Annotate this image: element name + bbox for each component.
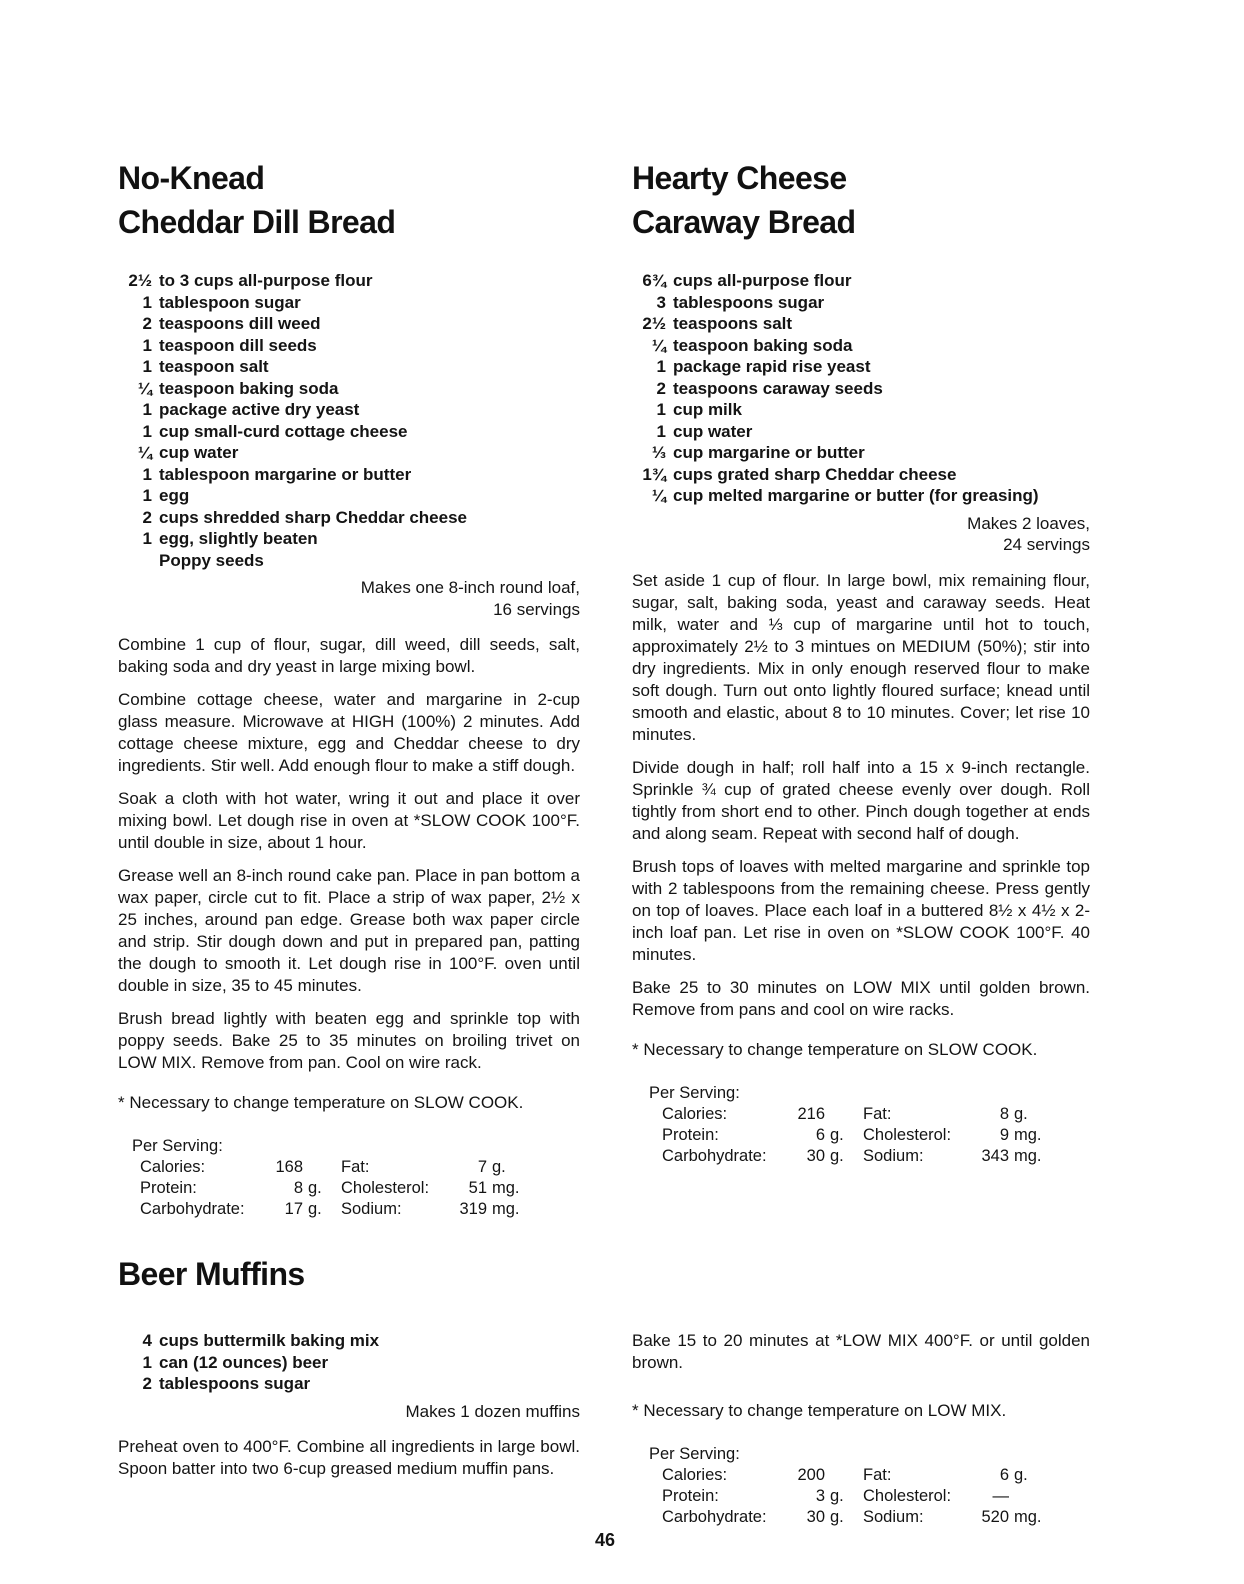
ingredient-row	[118, 528, 580, 550]
ingredient-text: can (12 ounces) beer	[159, 1352, 329, 1372]
nutrition-row	[118, 1157, 580, 1178]
nutrition-row	[632, 1486, 1090, 1507]
instruction-paragraph: Preheat oven to 400°F. Combine all ingredients in large bowl. Spoon batter into two 6-cup greased medium muffin pans.	[118, 1437, 580, 1478]
ingredient-text: tablespoon margarine or butter	[159, 464, 412, 484]
ingredient-text: cup small-curd cottage cheese	[159, 421, 408, 441]
nutrition-label: Fat:	[863, 1466, 892, 1484]
ingredient-qty: 1	[656, 400, 666, 419]
instruction-paragraph: Brush tops of loaves with melted margarine and sprinkle top with 2 tablespoons from the remaining cheese. Press gently on top of loaves. Place each loaf in a buttered 8½ x 4½ x 2-inch loaf pan. Let rise in oven on *SLOW COOK 100°F. 40 minutes.	[632, 856, 1090, 964]
ingredient-text: Poppy seeds	[159, 550, 264, 570]
ingredient-row	[118, 442, 580, 464]
nutrition-label: Calories:	[140, 1158, 206, 1176]
ingredient-text: teaspoons caraway seeds	[673, 378, 883, 398]
nutrition-label: Carbohydrate:	[662, 1508, 767, 1526]
nutrition-unit: mg.	[1014, 1146, 1042, 1165]
ingredient-qty: 1	[142, 1352, 152, 1372]
ingredient-row	[632, 270, 1090, 292]
instruction-paragraph: Grease well an 8-inch round cake pan. Place in pan bottom a wax paper, circle cut to fit. Place a strip of wax paper, 2½ x 25 inches, around pan edge. Grease both wax paper circle and strip. Stir dough down and put in prepared pan, patting the dough to smooth it. Let dough rise in 100°F. oven until double in size, 35 to 45 minutes.	[118, 866, 580, 995]
nutrition-label: Sodium:	[341, 1200, 402, 1218]
ingredient-qty: 1	[142, 486, 152, 505]
ingredient-text: package active dry yeast	[159, 400, 360, 419]
nutrition-value: 3	[815, 1487, 825, 1505]
nutrition-label: Cholesterol:	[863, 1487, 952, 1505]
ingredient-text: teaspoons salt	[673, 314, 793, 333]
ingredient-qty: 1	[656, 357, 666, 376]
nutrition-value: 200	[797, 1466, 825, 1484]
nutrition-value: 520	[981, 1508, 1009, 1526]
nutrition-row	[118, 1178, 580, 1199]
nutrition-unit: g.	[308, 1179, 322, 1197]
ingredient-row	[118, 550, 580, 572]
ingredient-row	[118, 399, 580, 421]
temperature-footnote: * Necessary to change temperature on LOW MIX.	[632, 1401, 1007, 1420]
ingredient-qty: 1	[142, 357, 152, 376]
yield-line: 16 servings	[493, 599, 580, 619]
ingredient-row	[632, 421, 1090, 443]
nutrition-label: Sodium:	[863, 1508, 924, 1526]
instructions	[632, 570, 1090, 1021]
nutrition-label: Carbohydrate:	[662, 1146, 767, 1165]
yield-note	[632, 513, 1090, 556]
nutrition-value: 9	[999, 1125, 1009, 1144]
ingredient-text: tablespoons sugar	[673, 292, 825, 312]
ingredient-row	[118, 1352, 580, 1374]
nutrition-label: Sodium:	[863, 1146, 924, 1165]
nutrition-unit: mg.	[492, 1200, 520, 1218]
nutrition-label: Carbohydrate:	[140, 1200, 245, 1218]
nutrition-label: Cholesterol:	[341, 1179, 430, 1197]
ingredient-qty: 1	[142, 335, 152, 355]
ingredient-qty: 1	[142, 421, 152, 441]
recipe-title	[118, 1252, 580, 1296]
nutrition-heading: Per Serving:	[132, 1137, 223, 1155]
ingredient-text: cups grated sharp Cheddar cheese	[673, 464, 957, 484]
ingredient-qty: 1¾	[642, 464, 666, 484]
instruction-paragraph: Divide dough in half; roll half into a 15 x 9-inch rectangle. Sprinkle ¾ cup of grated cheese evenly over dough. Roll tightly from short end to other. Pinch dough together at ends and along seam. Repeat with second half of dough.	[632, 757, 1090, 843]
nutrition-unit	[303, 1157, 341, 1178]
nutrition-unit: mg.	[1014, 1508, 1042, 1526]
recipe-title-line: No-Knead	[118, 160, 265, 196]
ingredient-text: cups all-purpose flour	[673, 271, 852, 290]
ingredient-text: tablespoons sugar	[159, 1374, 311, 1393]
instruction-paragraph: Bake 15 to 20 minutes at *LOW MIX 400°F. or until golden brown.	[632, 1331, 1090, 1372]
recipe-cheese-caraway-bread	[632, 156, 1090, 1167]
nutrition-table	[118, 1136, 580, 1220]
nutrition-unit: g.	[1014, 1104, 1028, 1123]
ingredient-text: egg	[159, 486, 190, 505]
nutrition-value: 8	[999, 1104, 1009, 1123]
ingredient-row	[118, 507, 580, 529]
ingredient-text: to 3 cups all-purpose flour	[159, 271, 373, 290]
ingredient-text: cup margarine or butter	[673, 443, 865, 462]
nutrition-value: 319	[459, 1200, 487, 1218]
ingredient-row	[118, 313, 580, 335]
nutrition-label: Cholesterol:	[863, 1125, 952, 1144]
instruction-paragraph: Brush bread lightly with beaten egg and sprinkle top with poppy seeds. Bake 25 to 35 minutes on broiling trivet on LOW MIX. Remove from pan. Cool on wire rack.	[118, 1009, 580, 1072]
yield-note	[118, 577, 580, 620]
ingredient-row	[118, 335, 580, 357]
ingredient-row	[632, 356, 1090, 378]
nutrition-label: Protein:	[662, 1125, 719, 1144]
nutrition-unit: mg.	[492, 1179, 520, 1197]
ingredient-row	[632, 313, 1090, 335]
nutrition-unit: g.	[1014, 1466, 1028, 1484]
ingredient-row	[118, 292, 580, 314]
nutrition-unit: g.	[830, 1146, 844, 1165]
ingredient-qty: 6¾	[642, 271, 666, 290]
nutrition-row	[632, 1104, 1090, 1125]
ingredient-qty: 4	[142, 1331, 152, 1350]
ingredient-row	[632, 378, 1090, 400]
ingredient-qty: 1	[142, 464, 152, 484]
nutrition-value: 6	[999, 1466, 1009, 1484]
ingredient-qty: 1	[142, 292, 152, 312]
nutrition-unit	[1009, 1486, 1054, 1507]
instruction-paragraph: Soak a cloth with hot water, wring it out and place it over mixing bowl. Let dough rise in oven at *SLOW COOK 100°F. until double in size, about 1 hour.	[118, 789, 580, 852]
ingredient-text: cup water	[159, 443, 239, 462]
ingredient-qty	[118, 550, 152, 572]
yield-line: Makes 1 dozen muffins	[405, 1401, 580, 1421]
nutrition-value: 168	[275, 1158, 303, 1176]
nutrition-row	[118, 1199, 580, 1220]
nutrition-table	[632, 1083, 1090, 1167]
recipe-title-line: Cheddar Dill Bread	[118, 204, 396, 240]
nutrition-label: Calories:	[662, 1466, 728, 1484]
ingredient-text: egg, slightly beaten	[159, 529, 318, 548]
temperature-footnote: * Necessary to change temperature on SLOW COOK.	[632, 1039, 1038, 1059]
nutrition-value: 6	[815, 1125, 825, 1144]
ingredient-qty: 2	[142, 1374, 152, 1393]
ingredient-text: teaspoon dill seeds	[159, 335, 317, 355]
recipe-title-line: Caraway Bread	[632, 204, 856, 240]
ingredient-qty: 2	[142, 507, 152, 527]
ingredient-list	[632, 270, 1090, 507]
recipe-title	[632, 156, 1090, 244]
ingredient-list	[118, 270, 580, 571]
ingredient-list	[118, 1330, 580, 1395]
temperature-footnote: * Necessary to change temperature on SLOW COOK.	[118, 1093, 524, 1112]
nutrition-unit: mg.	[1014, 1125, 1042, 1144]
instruction-paragraph: Bake 25 to 30 minutes on LOW MIX until golden brown. Remove from pans and cool on wire racks.	[632, 977, 1090, 1019]
nutrition-value: 30	[806, 1508, 825, 1526]
nutrition-unit: g.	[830, 1508, 844, 1526]
nutrition-unit: g.	[830, 1125, 844, 1144]
ingredient-row	[118, 464, 580, 486]
nutrition-row	[632, 1125, 1090, 1146]
instruction-paragraph: Combine cottage cheese, water and margarine in 2-cup glass measure. Microwave at HIGH (100%) 2 minutes. Add cottage cheese mixture, egg and Cheddar cheese to dry ingredients. Stir well. Add enough flour to make a stiff dough.	[118, 690, 580, 775]
nutrition-table	[632, 1444, 1090, 1528]
ingredient-row	[118, 1373, 580, 1395]
ingredient-row	[632, 335, 1090, 357]
ingredient-text: tablespoon sugar	[159, 292, 301, 312]
ingredient-row	[632, 464, 1090, 486]
ingredient-row	[118, 356, 580, 378]
instruction-paragraph: Set aside 1 cup of flour. In large bowl, mix remaining flour, sugar, salt, baking soda, yeast and caraway seeds. Heat milk, water and ⅓ cup of margarine until hot to touch, approximately 2½ to 3 mintues on MEDIUM (50%); stir into dry ingredients. Mix in only enough reserved flour to make soft dough. Turn out onto lightly floured surface; knead until smooth and elastic, about 8 to 10 minutes. Cover; let rise 10 minutes.	[632, 570, 1090, 744]
ingredient-row	[632, 399, 1090, 421]
nutrition-label: Calories:	[662, 1104, 728, 1123]
ingredient-row	[118, 421, 580, 443]
ingredient-text: cup melted margarine or butter (for greasing)	[673, 486, 1039, 505]
ingredient-qty: 1	[656, 421, 666, 441]
ingredient-text: cup milk	[673, 400, 742, 419]
nutrition-heading: Per Serving:	[649, 1083, 740, 1102]
yield-note	[118, 1401, 580, 1423]
recipe-beer-muffins-continued	[632, 1330, 1090, 1528]
ingredient-row	[632, 485, 1090, 507]
ingredient-qty: ¼	[651, 335, 666, 355]
nutrition-value: 17	[284, 1200, 303, 1218]
ingredient-qty: ¼	[651, 486, 666, 505]
ingredient-qty: ¼	[137, 378, 152, 398]
ingredient-text: cups buttermilk baking mix	[159, 1331, 380, 1350]
ingredient-row	[632, 442, 1090, 464]
ingredient-qty: 2	[656, 378, 666, 398]
ingredient-text: teaspoon baking soda	[673, 335, 853, 355]
recipe-title-line: Hearty Cheese	[632, 160, 847, 196]
page-number: 46	[594, 1530, 616, 1550]
nutrition-label: Fat:	[863, 1104, 892, 1123]
recipe-cheddar-dill-bread	[118, 156, 580, 1220]
ingredient-qty: 1	[142, 529, 152, 548]
ingredient-row	[118, 270, 580, 292]
ingredient-row	[118, 1330, 580, 1352]
nutrition-value: 8	[293, 1179, 303, 1197]
nutrition-label: Fat:	[341, 1158, 370, 1176]
nutrition-unit: g.	[308, 1200, 322, 1218]
ingredient-text: package rapid rise yeast	[673, 357, 871, 376]
ingredient-text: cup water	[673, 421, 753, 441]
instructions	[118, 1436, 580, 1480]
ingredient-qty: ¼	[137, 443, 152, 462]
yield-line: 24 servings	[1003, 535, 1090, 554]
ingredient-text: cups shredded sharp Cheddar cheese	[159, 507, 467, 527]
nutrition-unit: g.	[830, 1487, 844, 1505]
nutrition-unit	[825, 1465, 863, 1486]
nutrition-label: Protein:	[662, 1487, 719, 1505]
nutrition-row	[632, 1465, 1090, 1486]
nutrition-row	[632, 1146, 1090, 1167]
ingredient-text: teaspoons dill weed	[159, 314, 321, 333]
ingredient-qty: 3	[656, 292, 666, 312]
nutrition-value: 30	[806, 1146, 825, 1165]
recipe-beer-muffins	[118, 1252, 580, 1480]
nutrition-value: 51	[468, 1179, 487, 1197]
ingredient-qty: 2½	[128, 271, 152, 290]
ingredient-row	[632, 292, 1090, 314]
nutrition-unit: g.	[492, 1158, 506, 1176]
instructions	[118, 634, 580, 1074]
instruction-paragraph: Combine 1 cup of flour, sugar, dill weed, dill seeds, salt, baking soda and dry yeast in large mixing bowl.	[118, 635, 580, 676]
nutrition-unit	[825, 1104, 863, 1125]
nutrition-value: 7	[477, 1158, 487, 1176]
ingredient-qty: 2½	[642, 314, 666, 333]
recipe-title	[118, 156, 580, 244]
yield-line: Makes 2 loaves,	[967, 513, 1090, 533]
nutrition-label: Protein:	[140, 1179, 197, 1197]
yield-line: Makes one 8-inch round loaf,	[360, 578, 580, 597]
nutrition-value: 216	[797, 1104, 825, 1123]
ingredient-qty: ⅓	[651, 443, 666, 462]
nutrition-row	[632, 1507, 1090, 1528]
ingredient-text: teaspoon salt	[159, 357, 269, 376]
recipe-title-line: Beer Muffins	[118, 1256, 305, 1292]
ingredient-qty: 2	[142, 314, 152, 333]
ingredient-row	[118, 485, 580, 507]
nutrition-value: —	[992, 1487, 1009, 1505]
ingredient-row	[118, 378, 580, 400]
nutrition-value: 343	[981, 1146, 1009, 1165]
ingredient-qty: 1	[142, 400, 152, 419]
nutrition-heading: Per Serving:	[649, 1445, 740, 1463]
ingredient-text: teaspoon baking soda	[159, 378, 339, 398]
